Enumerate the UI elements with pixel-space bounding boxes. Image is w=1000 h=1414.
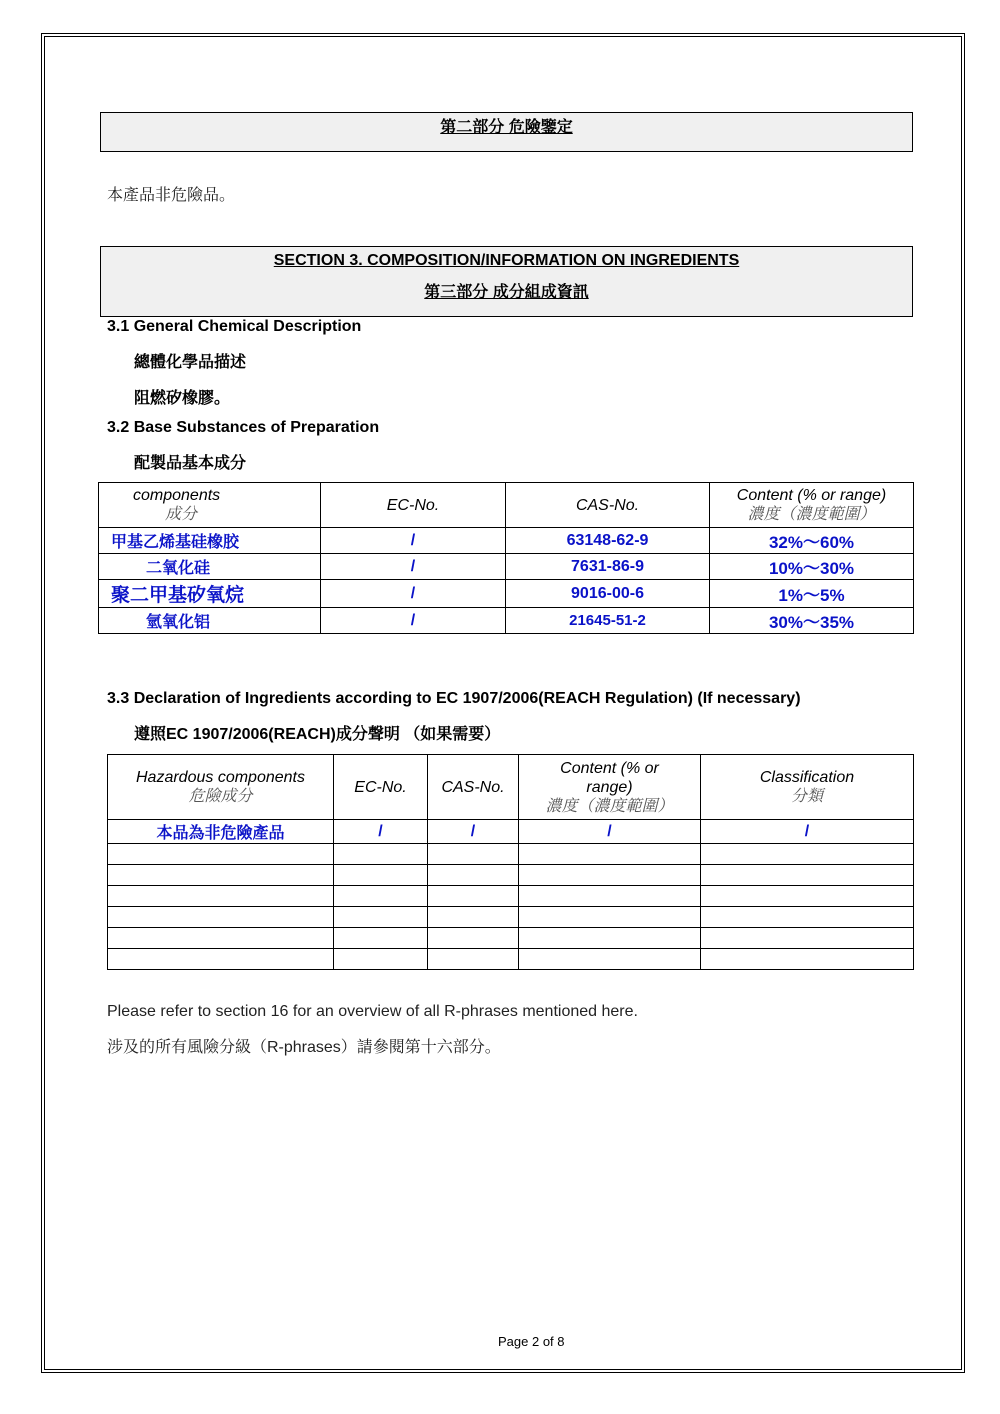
component-name: 二氧化硅 — [99, 554, 321, 580]
ec-value: / — [321, 528, 506, 554]
table-row — [99, 528, 914, 554]
ec-header: EC-No. — [334, 755, 428, 820]
cas-header: CAS-No. — [506, 483, 710, 528]
section2-header — [100, 112, 913, 152]
component-name: 聚二甲基矽氧烷 — [99, 580, 321, 608]
hazardous-components-table — [107, 754, 914, 970]
s33-heading-zh: 遵照EC 1907/2006(REACH)成分聲明 （如果需要） — [134, 726, 501, 743]
cas-header: CAS-No. — [428, 755, 519, 820]
s31-text: 阻燃矽橡膠。 — [134, 390, 231, 407]
content-value: 10%～30% — [710, 554, 914, 580]
content-value: / — [519, 820, 701, 844]
empty-row — [108, 844, 914, 865]
table-header-row — [99, 483, 914, 528]
s33-heading: 3.3 Declaration of Ingredients according to EC 1907/2006(REACH Regulation) (If necessary) — [107, 690, 801, 707]
r-phrases-note-en: Please refer to section 16 for an overview of all R-phrases mentioned here. — [107, 1003, 638, 1020]
ec-value: / — [334, 820, 428, 844]
ec-value: / — [321, 608, 506, 634]
empty-row — [108, 928, 914, 949]
section2-title: 第二部分 危險鑒定 — [440, 119, 573, 136]
empty-row — [108, 886, 914, 907]
empty-row — [108, 907, 914, 928]
section3-title-en: SECTION 3. COMPOSITION/INFORMATION ON INGREDIENTS — [273, 252, 740, 269]
ec-value: / — [321, 580, 506, 608]
empty-row — [108, 865, 914, 886]
cas-value: / — [428, 820, 519, 844]
section2-body: 本產品非危險品。 — [107, 187, 236, 204]
classification-value: / — [701, 820, 914, 844]
cas-value: 7631-86-9 — [506, 554, 710, 580]
table-header-row — [108, 755, 914, 820]
empty-row — [108, 949, 914, 970]
content-header: Content (% or range) 濃度（濃度範圍） — [710, 483, 914, 528]
table-row — [99, 608, 914, 634]
section3-header — [100, 246, 913, 317]
cas-value: 9016-00-6 — [506, 580, 710, 608]
hazardous-name: 本品為非危險產品 — [108, 820, 334, 844]
s32-heading: 3.2 Base Substances of Preparation — [107, 419, 380, 436]
cas-value: 21645-51-2 — [506, 608, 710, 634]
content-value: 32%～60% — [710, 528, 914, 554]
ec-value: / — [321, 554, 506, 580]
hazardous-header: Hazardous components 危險成分 — [108, 755, 334, 820]
component-name: 甲基乙烯基硅橡胶 — [99, 528, 321, 554]
s31-heading-zh: 總體化學品描述 — [134, 354, 247, 371]
r-phrases-note-zh: 涉及的所有風險分級（R-phrases）請參閱第十六部分。 — [107, 1039, 501, 1056]
s31-heading: 3.1 General Chemical Description — [107, 318, 362, 335]
content-value: 30%～35% — [710, 608, 914, 634]
content-value: 1%～5% — [710, 580, 914, 608]
base-substances-table — [98, 482, 914, 634]
classification-header: Classification 分類 — [701, 755, 914, 820]
table-row — [99, 554, 914, 580]
content-header: Content (% or range) 濃度（濃度範圍） — [519, 755, 701, 820]
table-row — [108, 820, 914, 844]
page-number: Page 2 of 8 — [498, 1334, 565, 1349]
ec-header: EC-No. — [321, 483, 506, 528]
components-header: components 成分 — [99, 483, 321, 528]
component-name: 氫氧化铝 — [99, 608, 321, 634]
table-row — [99, 580, 914, 608]
s32-heading-zh: 配製品基本成分 — [134, 455, 247, 472]
section3-title-zh: 第三部分 成分組成資訊 — [424, 284, 589, 301]
cas-value: 63148-62-9 — [506, 528, 710, 554]
